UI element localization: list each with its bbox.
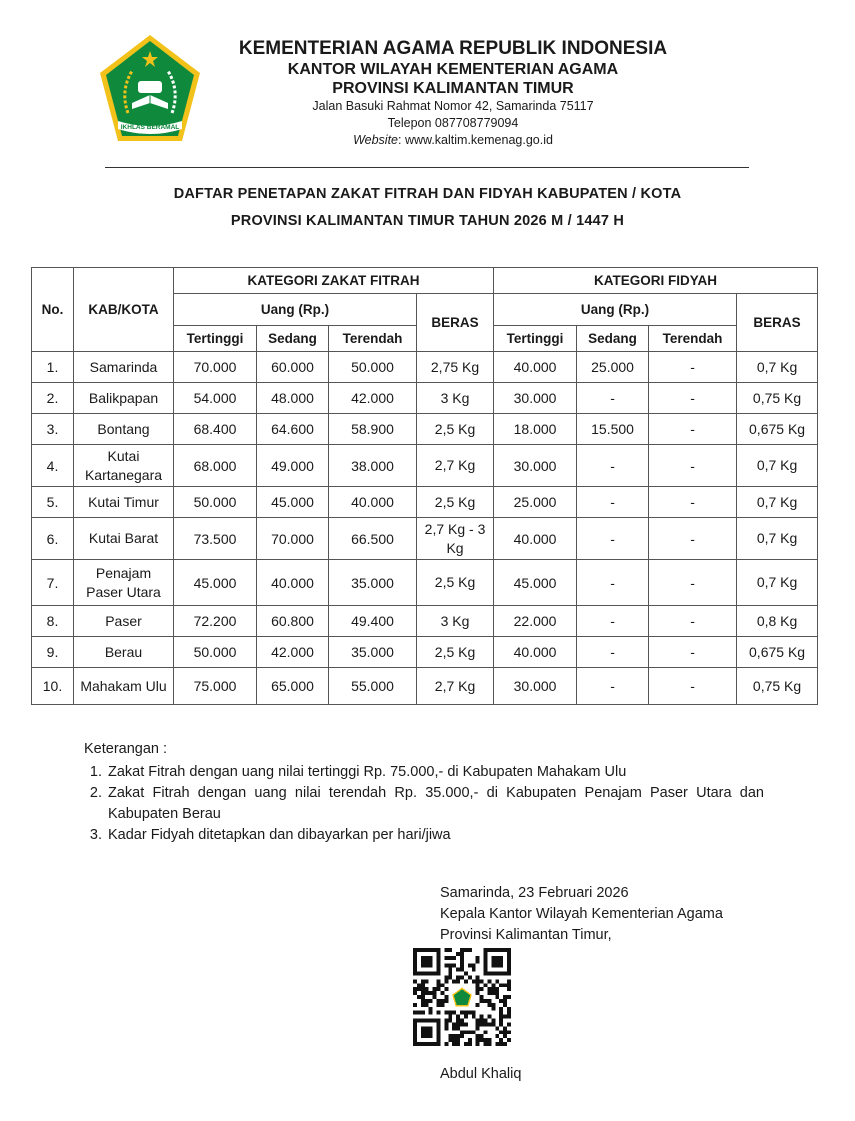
cell-f-s: 25.000	[577, 352, 649, 383]
cell-z-b: 2,7 Kg - 3 Kg	[417, 518, 494, 560]
cell-f-s: 15.500	[577, 414, 649, 445]
table-row	[32, 518, 818, 560]
note-item: 3. Kadar Fidyah ditetapkan dan dibayarkan per hari/jiwa	[106, 825, 764, 846]
cell-f-t: 18.000	[494, 414, 577, 445]
cell-f-t: 30.000	[494, 383, 577, 414]
cell-f-b: 0,7 Kg	[737, 487, 818, 518]
cell-z-b: 2,5 Kg	[417, 637, 494, 668]
cell-f-r: -	[649, 352, 737, 383]
qr-code-signature	[413, 948, 511, 1046]
cell-f-t: 22.000	[494, 606, 577, 637]
cell-z-r: 55.000	[329, 668, 417, 705]
table-row	[32, 606, 818, 637]
ministry-name: KEMENTERIAN AGAMA REPUBLIK INDONESIA	[238, 38, 668, 59]
cell-f-b: 0,675 Kg	[737, 637, 818, 668]
cell-f-b: 0,75 Kg	[737, 383, 818, 414]
col-header-zakat-uang: Uang (Rp.)	[174, 294, 417, 326]
cell-z-r: 66.500	[329, 518, 417, 560]
cell-f-b: 0,7 Kg	[737, 518, 818, 560]
cell-kab: Berau	[74, 637, 174, 668]
cell-no: 9.	[32, 637, 74, 668]
cell-f-r: -	[649, 487, 737, 518]
cell-f-s: -	[577, 560, 649, 606]
cell-z-b: 2,75 Kg	[417, 352, 494, 383]
cell-kab: Bontang	[74, 414, 174, 445]
col-header-kab: KAB/KOTA	[74, 268, 174, 352]
cell-kab: Kutai Kartanegara	[74, 445, 174, 487]
cell-z-t: 68.400	[174, 414, 257, 445]
cell-f-t: 45.000	[494, 560, 577, 606]
website-label: Website	[353, 133, 398, 147]
cell-kab: Kutai Barat	[74, 518, 174, 560]
cell-kab: Paser	[74, 606, 174, 637]
header-divider	[105, 167, 749, 168]
table-body	[32, 352, 818, 705]
col-header-no: No.	[32, 268, 74, 352]
cell-z-t: 70.000	[174, 352, 257, 383]
cell-z-t: 68.000	[174, 445, 257, 487]
cell-f-t: 30.000	[494, 445, 577, 487]
cell-z-t: 73.500	[174, 518, 257, 560]
website-url: : www.kaltim.kemenag.go.id	[398, 133, 553, 147]
cell-z-s: 70.000	[257, 518, 329, 560]
signer-name: Abdul Khaliq	[440, 1066, 522, 1082]
notes-section	[84, 739, 764, 846]
cell-f-r: -	[649, 606, 737, 637]
table-row	[32, 352, 818, 383]
cell-z-b: 2,7 Kg	[417, 445, 494, 487]
cell-z-r: 50.000	[329, 352, 417, 383]
cell-z-s: 42.000	[257, 637, 329, 668]
cell-f-r: -	[649, 637, 737, 668]
cell-z-r: 58.900	[329, 414, 417, 445]
cell-f-b: 0,7 Kg	[737, 445, 818, 487]
zakat-fidyah-table	[31, 267, 818, 705]
office-name: KANTOR WILAYAH KEMENTERIAN AGAMA	[287, 61, 619, 78]
cell-z-b: 3 Kg	[417, 383, 494, 414]
table-row	[32, 637, 818, 668]
cell-no: 5.	[32, 487, 74, 518]
cell-z-r: 42.000	[329, 383, 417, 414]
cell-z-b: 2,5 Kg	[417, 414, 494, 445]
cell-no: 10.	[32, 668, 74, 705]
cell-z-s: 40.000	[257, 560, 329, 606]
col-header-zakat-beras: BERAS	[417, 294, 494, 352]
document-title-line2: PROVINSI KALIMANTAN TIMUR TAHUN 2026 M / 1447 H	[230, 213, 625, 229]
cell-kab: Penajam Paser Utara	[74, 560, 174, 606]
cell-z-r: 35.000	[329, 560, 417, 606]
cell-f-b: 0,75 Kg	[737, 668, 818, 705]
notes-list	[84, 762, 764, 846]
cell-kab: Balikpapan	[74, 383, 174, 414]
cell-z-s: 49.000	[257, 445, 329, 487]
logo-motto: IKHLAS BERAMAL	[120, 124, 180, 131]
cell-f-r: -	[649, 560, 737, 606]
cell-z-s: 60.800	[257, 606, 329, 637]
note-item: 1. Zakat Fitrah dengan uang nilai tertinggi Rp. 75.000,- di Kabupaten Mahakam Ulu	[106, 762, 764, 783]
table-row	[32, 445, 818, 487]
cell-f-b: 0,7 Kg	[737, 560, 818, 606]
office-address: Jalan Basuki Rahmat Nomor 42, Samarinda 75117	[312, 99, 594, 113]
office-website	[200, 132, 706, 149]
cell-z-s: 45.000	[257, 487, 329, 518]
cell-z-t: 50.000	[174, 637, 257, 668]
cell-z-t: 75.000	[174, 668, 257, 705]
cell-z-r: 40.000	[329, 487, 417, 518]
cell-z-b: 2,7 Kg	[417, 668, 494, 705]
cell-z-b: 2,5 Kg	[417, 487, 494, 518]
cell-f-t: 25.000	[494, 487, 577, 518]
notes-heading: Keterangan :	[84, 741, 168, 757]
cell-f-r: -	[649, 383, 737, 414]
cell-kab: Mahakam Ulu	[74, 668, 174, 705]
cell-no: 3.	[32, 414, 74, 445]
note-item: 2. Zakat Fitrah dengan uang nilai terendah Rp. 35.000,- di Kabupaten Penajam Paser Utara dan Kabupaten Berau	[106, 783, 764, 825]
document-title-line1: DAFTAR PENETAPAN ZAKAT FITRAH DAN FIDYAH KABUPATEN / KOTA	[173, 186, 682, 202]
cell-z-t: 54.000	[174, 383, 257, 414]
cell-f-t: 40.000	[494, 352, 577, 383]
table-row	[32, 560, 818, 606]
col-header-zakat: KATEGORI ZAKAT FITRAH	[174, 268, 494, 294]
kemenag-logo	[98, 33, 202, 145]
cell-no: 7.	[32, 560, 74, 606]
table-row	[32, 487, 818, 518]
signature-place-date: Samarinda, 23 Februari 2026	[440, 885, 629, 901]
cell-f-s: -	[577, 668, 649, 705]
cell-kab: Kutai Timur	[74, 487, 174, 518]
cell-f-b: 0,8 Kg	[737, 606, 818, 637]
cell-f-t: 40.000	[494, 518, 577, 560]
letterhead	[200, 37, 706, 149]
cell-z-t: 50.000	[174, 487, 257, 518]
cell-f-r: -	[649, 414, 737, 445]
table-row	[32, 383, 818, 414]
cell-f-b: 0,7 Kg	[737, 352, 818, 383]
col-header-fidyah-sedang: Sedang	[577, 326, 649, 352]
cell-f-s: -	[577, 637, 649, 668]
col-header-zakat-sedang: Sedang	[257, 326, 329, 352]
col-header-fidyah: KATEGORI FIDYAH	[494, 268, 818, 294]
col-header-fidyah-beras: BERAS	[737, 294, 818, 352]
cell-no: 4.	[32, 445, 74, 487]
signature-position-1: Kepala Kantor Wilayah Kementerian Agama	[440, 906, 723, 922]
cell-no: 8.	[32, 606, 74, 637]
cell-z-s: 64.600	[257, 414, 329, 445]
cell-z-b: 3 Kg	[417, 606, 494, 637]
cell-f-t: 40.000	[494, 637, 577, 668]
col-header-fidyah-terendah: Terendah	[649, 326, 737, 352]
cell-f-r: -	[649, 445, 737, 487]
cell-no: 2.	[32, 383, 74, 414]
cell-z-t: 45.000	[174, 560, 257, 606]
cell-z-r: 49.400	[329, 606, 417, 637]
cell-z-s: 48.000	[257, 383, 329, 414]
cell-z-s: 60.000	[257, 352, 329, 383]
cell-f-r: -	[649, 518, 737, 560]
cell-no: 1.	[32, 352, 74, 383]
office-phone: Telepon 087708779094	[387, 116, 519, 130]
cell-f-s: -	[577, 445, 649, 487]
signature-position-2: Provinsi Kalimantan Timur,	[440, 927, 612, 943]
col-header-fidyah-uang: Uang (Rp.)	[494, 294, 737, 326]
province-name: PROVINSI KALIMANTAN TIMUR	[332, 80, 574, 97]
table-row	[32, 668, 818, 705]
cell-f-b: 0,675 Kg	[737, 414, 818, 445]
cell-z-r: 35.000	[329, 637, 417, 668]
col-header-zakat-terendah: Terendah	[329, 326, 417, 352]
col-header-fidyah-tertinggi: Tertinggi	[494, 326, 577, 352]
col-header-zakat-tertinggi: Tertinggi	[174, 326, 257, 352]
cell-z-t: 72.200	[174, 606, 257, 637]
cell-z-b: 2,5 Kg	[417, 560, 494, 606]
cell-f-t: 30.000	[494, 668, 577, 705]
cell-f-s: -	[577, 383, 649, 414]
cell-f-r: -	[649, 668, 737, 705]
cell-no: 6.	[32, 518, 74, 560]
cell-z-s: 65.000	[257, 668, 329, 705]
cell-kab: Samarinda	[74, 352, 174, 383]
cell-f-s: -	[577, 518, 649, 560]
table-row	[32, 414, 818, 445]
cell-f-s: -	[577, 487, 649, 518]
cell-z-r: 38.000	[329, 445, 417, 487]
cell-f-s: -	[577, 606, 649, 637]
signature-block	[440, 883, 800, 946]
